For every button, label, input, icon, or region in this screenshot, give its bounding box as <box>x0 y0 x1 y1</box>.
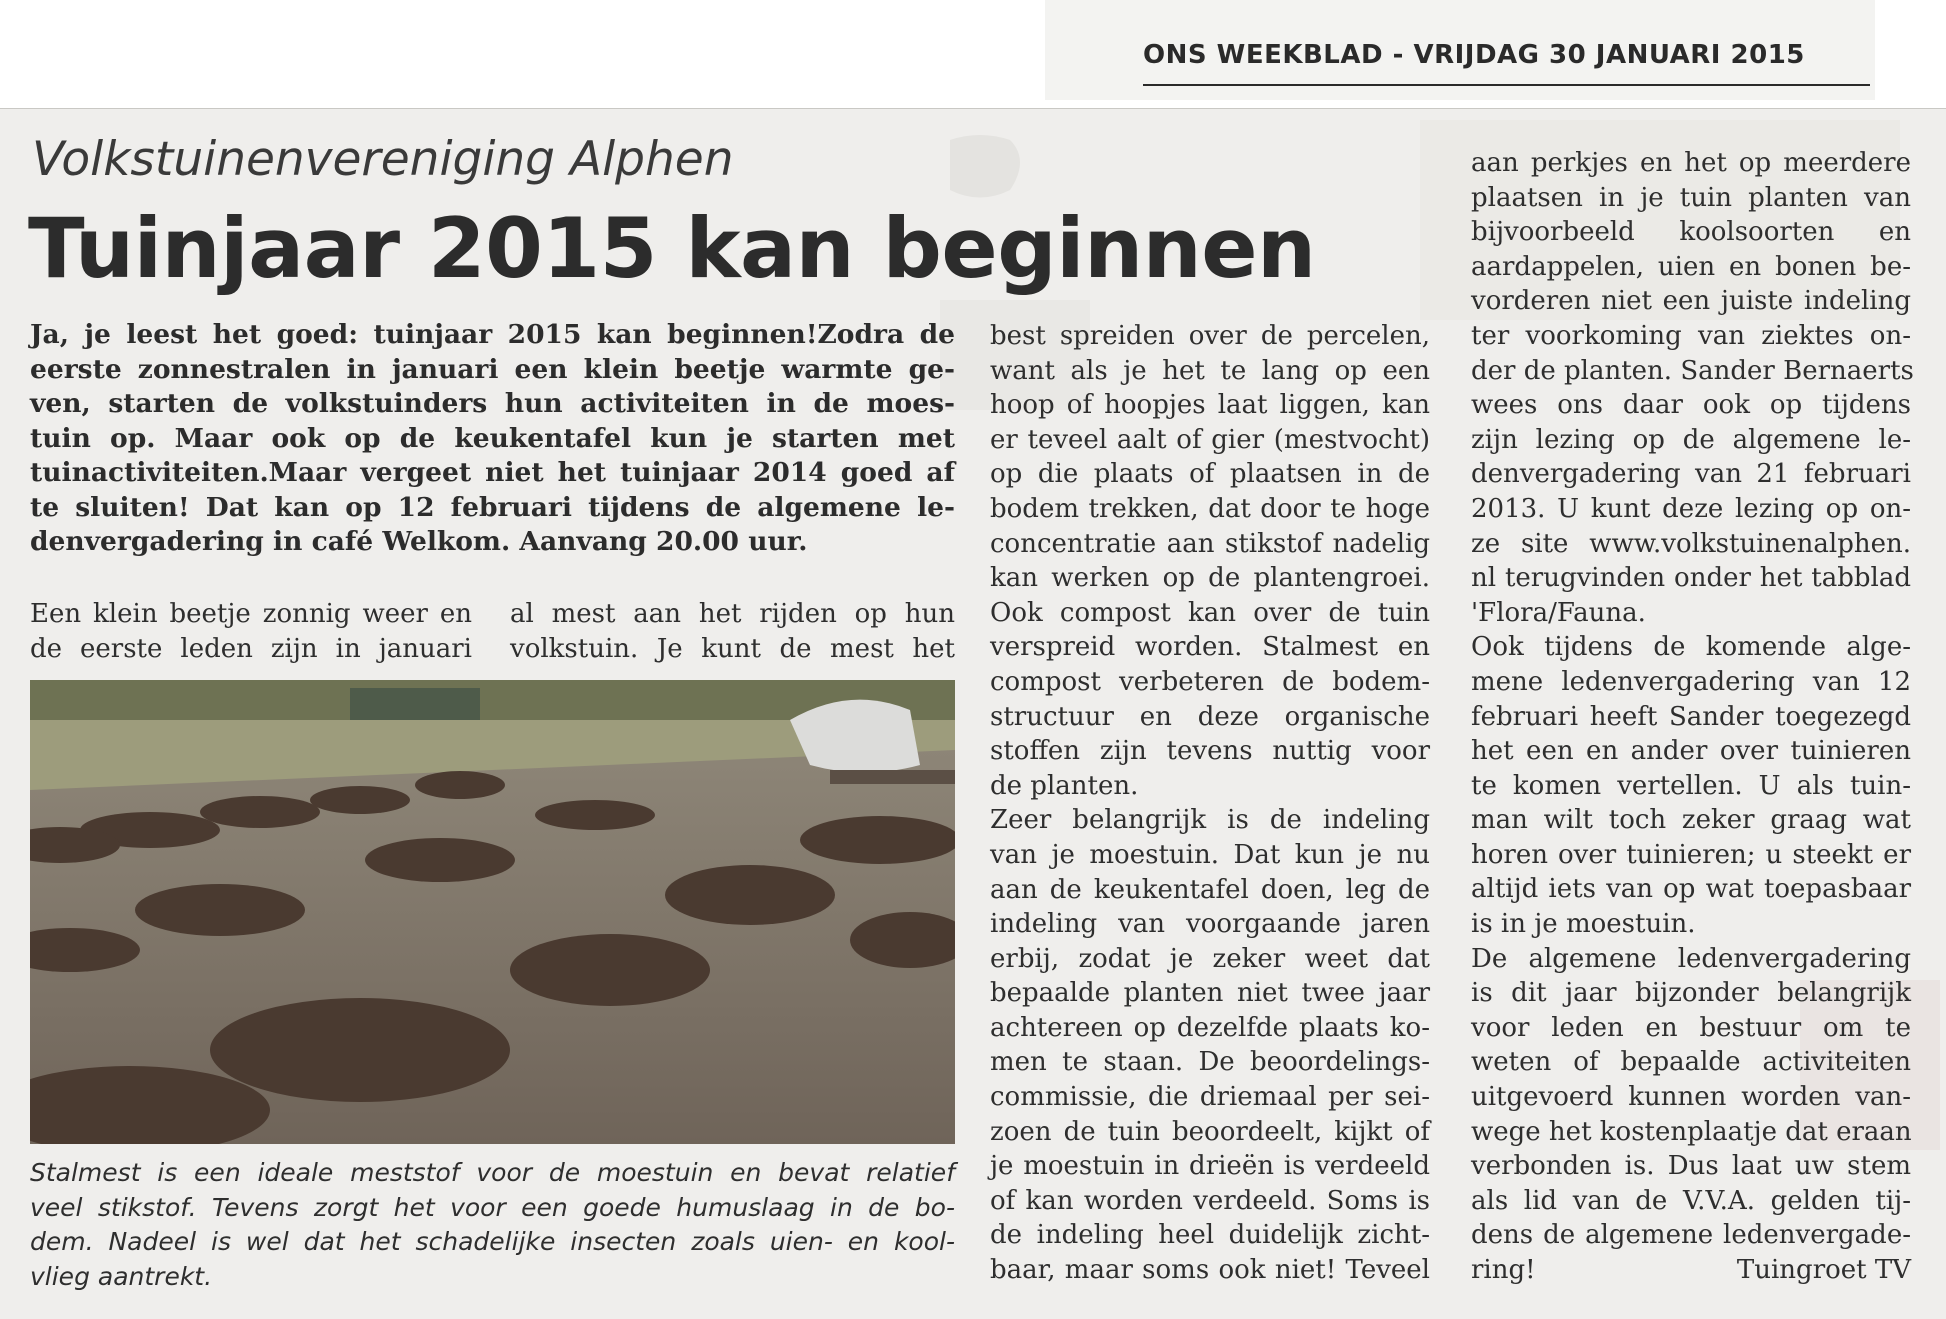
body-line: bodem trekken, dat door te hoge <box>990 493 1430 524</box>
body-line: wees ons daar ook op tijdens <box>1471 390 1911 421</box>
body-line: mene ledenvergadering van 12 <box>1471 666 1911 697</box>
body-line: verspreid worden. Stalmest en <box>990 632 1430 663</box>
article-photo <box>30 680 955 1144</box>
caption-line: dem. Nadeel is wel dat het schadelijke insecten zoals uien- en kool- <box>30 1227 955 1256</box>
body-line: horen over tuinieren; u steekt er <box>1471 839 1911 870</box>
body-line: verbonden is. Dus laat uw stem <box>1471 1151 1911 1182</box>
body-line: indeling van voorgaande jaren <box>990 909 1430 940</box>
lead-line: te sluiten! Dat kan op 12 februari tijdens de algemene le- <box>30 491 955 523</box>
manure-heap <box>310 786 410 814</box>
body-line: altijd iets van op wat toepasbaar <box>1471 874 1911 905</box>
body-line: compost verbeteren de bodem- <box>990 666 1430 697</box>
lead-line: denvergadering in café Welkom. Aanvang 20.00 uur. <box>30 526 808 557</box>
body-line: der de planten. Sander Bernaerts <box>1471 355 1914 386</box>
body-line: dens de algemene ledenvergade- <box>1471 1220 1911 1251</box>
body-line: zoen de tuin beoordeelt, kijkt of <box>990 1116 1430 1147</box>
body-line: de planten. <box>990 770 1139 801</box>
bleed-shape-1 <box>950 135 1020 198</box>
lead-line: Ja, je leest het goed: tuinjaar 2015 kan beginnen!Zodra de <box>30 319 955 350</box>
body-column-1 <box>30 597 472 666</box>
body-line: bijvoorbeeld koolsoorten en <box>1471 217 1911 248</box>
body-line: op die plaats of plaatsen in de <box>990 459 1430 490</box>
body-line: achtereen op dezelfde plaats ko- <box>990 1012 1430 1043</box>
body-line: volkstuin. Je kunt de mest het <box>510 633 955 664</box>
lead-line: eerste zonnestralen in januari een klein beetje warmte ge- <box>30 353 955 385</box>
body-line: commissie, die driemaal per sei- <box>990 1082 1430 1113</box>
body-line: man wilt toch zeker graag wat <box>1471 805 1911 836</box>
manure-heap <box>510 934 710 1006</box>
body-line: nl terugvinden onder het tabblad <box>1471 563 1911 594</box>
body-column-3 <box>990 319 1430 1288</box>
body-line: best spreiden over de percelen, <box>990 321 1430 351</box>
body-line: 2013. U kunt deze lezing op on- <box>1471 493 1911 524</box>
masthead: ONS WEEKBLAD - VRIJDAG 30 JANUARI 2015 <box>1143 40 1805 70</box>
body-line: concentratie aan stikstof nadelig <box>990 528 1430 559</box>
body-line: wege het kostenplaatje dat eraan <box>1471 1116 1912 1147</box>
body-line: als lid van de V.V.A. gelden tij- <box>1471 1185 1911 1216</box>
body-line: bepaalde planten niet twee jaar <box>990 978 1430 1009</box>
body-line: aan de keukentafel doen, leg de <box>990 874 1430 905</box>
body-line: al mest aan het rijden op hun <box>510 599 955 629</box>
body-line: van je moestuin. Dat kun je nu <box>990 839 1430 870</box>
photo-fence <box>350 688 480 724</box>
body-line: voor leden en bestuur om te <box>1471 1012 1911 1043</box>
body-line: de eerste leden zijn in januari <box>30 633 472 664</box>
body-line: vorderen niet een juiste indeling <box>1471 286 1911 317</box>
body-line: de indeling heel duidelijk zicht- <box>990 1220 1430 1251</box>
article-signature: Tuingroet TV <box>1736 1255 1911 1285</box>
body-line: men te staan. De beoordelings- <box>990 1047 1430 1078</box>
body-line: kan werken op de plantengroei. <box>990 563 1430 594</box>
body-line: Zeer belangrijk is de indeling <box>990 805 1430 836</box>
body-line: erbij, zodat je zeker weet dat <box>990 943 1430 974</box>
caption-line: veel stikstof. Tevens zorgt het voor een goede humuslaag in de bo- <box>30 1192 955 1222</box>
body-line: weten of bepaalde activiteiten <box>1471 1047 1911 1078</box>
article-headline: Tuinjaar 2015 kan beginnen <box>28 200 1316 297</box>
body-line: want als je het te lang op een <box>990 355 1430 386</box>
body-column-2 <box>510 597 955 666</box>
body-line: ter voorkoming van ziektes on- <box>1471 320 1911 351</box>
body-line: is in je moestuin. <box>1471 909 1696 940</box>
body-line: aan perkjes en het op meerdere <box>1471 148 1911 178</box>
body-line: februari heeft Sander toegezegd <box>1471 701 1911 732</box>
article-kicker: Volkstuinenvereniging Alphen <box>32 132 734 187</box>
body-line: denvergadering van 21 februari <box>1471 459 1911 490</box>
masthead-rule <box>1143 84 1870 86</box>
manure-heap <box>200 796 320 828</box>
body-line: Ook compost kan over de tuin <box>990 597 1430 628</box>
manure-heap <box>365 838 515 882</box>
body-line: is dit jaar bijzonder belangrijk <box>1471 978 1911 1009</box>
body-line: Een klein beetje zonnig weer en <box>30 599 472 629</box>
body-line: ze site www.volkstuinenalphen. <box>1471 528 1911 559</box>
lead-line: tuinactiviteiten.Maar vergeet niet het tuinjaar 2014 goed af <box>30 457 955 488</box>
manure-heap <box>135 884 305 936</box>
body-line: structuur en deze organische <box>990 701 1430 732</box>
caption-line: Stalmest is een ideale meststof voor de moestuin en bevat relatief <box>30 1158 955 1187</box>
manure-heap <box>415 771 505 799</box>
lead-line: ven, starten de volkstuinders hun activiteiten in de moes- <box>30 388 955 419</box>
body-line: De algemene ledenvergadering <box>1471 943 1911 974</box>
body-line: je moestuin in drieën is verdeeld <box>990 1151 1430 1182</box>
body-line: of kan worden verdeeld. Soms is <box>990 1185 1430 1216</box>
body-line: te komen vertellen. U als tuin- <box>1471 770 1911 801</box>
body-line: er teveel aalt of gier (mestvocht) <box>990 424 1430 455</box>
manure-heap <box>800 816 955 864</box>
manure-heap <box>665 865 835 925</box>
body-line: 'Flora/Fauna. <box>1471 597 1646 628</box>
lead-line: tuin op. Maar ook op de keukentafel kun je starten met <box>30 422 955 454</box>
body-line: zijn lezing op de algemene le- <box>1471 424 1911 455</box>
photo-raised-bed <box>830 770 955 784</box>
body-line: hoop of hoopjes laat liggen, kan <box>990 390 1430 421</box>
body-line: Ook tijdens de komende alge- <box>1471 632 1911 663</box>
body-line: stoffen zijn tevens nuttig voor <box>990 736 1430 767</box>
body-line: het een en ander over tuinieren <box>1471 736 1911 767</box>
body-line: plaatsen in je tuin planten van <box>1471 182 1911 213</box>
article-lead <box>30 318 955 560</box>
body-column-4 <box>1471 146 1914 1288</box>
photo-wheelbarrow <box>790 700 920 773</box>
manure-heap <box>535 800 655 830</box>
manure-heap <box>210 998 510 1102</box>
caption-line: vlieg aantrekt. <box>30 1261 213 1291</box>
body-line: aardappelen, uien en bonen be- <box>1471 251 1911 282</box>
body-line: uitgevoerd kunnen worden van- <box>1471 1082 1911 1113</box>
body-line: baar, maar soms ook niet! Teveel <box>990 1255 1430 1286</box>
body-line: ring! <box>1471 1255 1536 1285</box>
photo-caption <box>30 1156 955 1294</box>
